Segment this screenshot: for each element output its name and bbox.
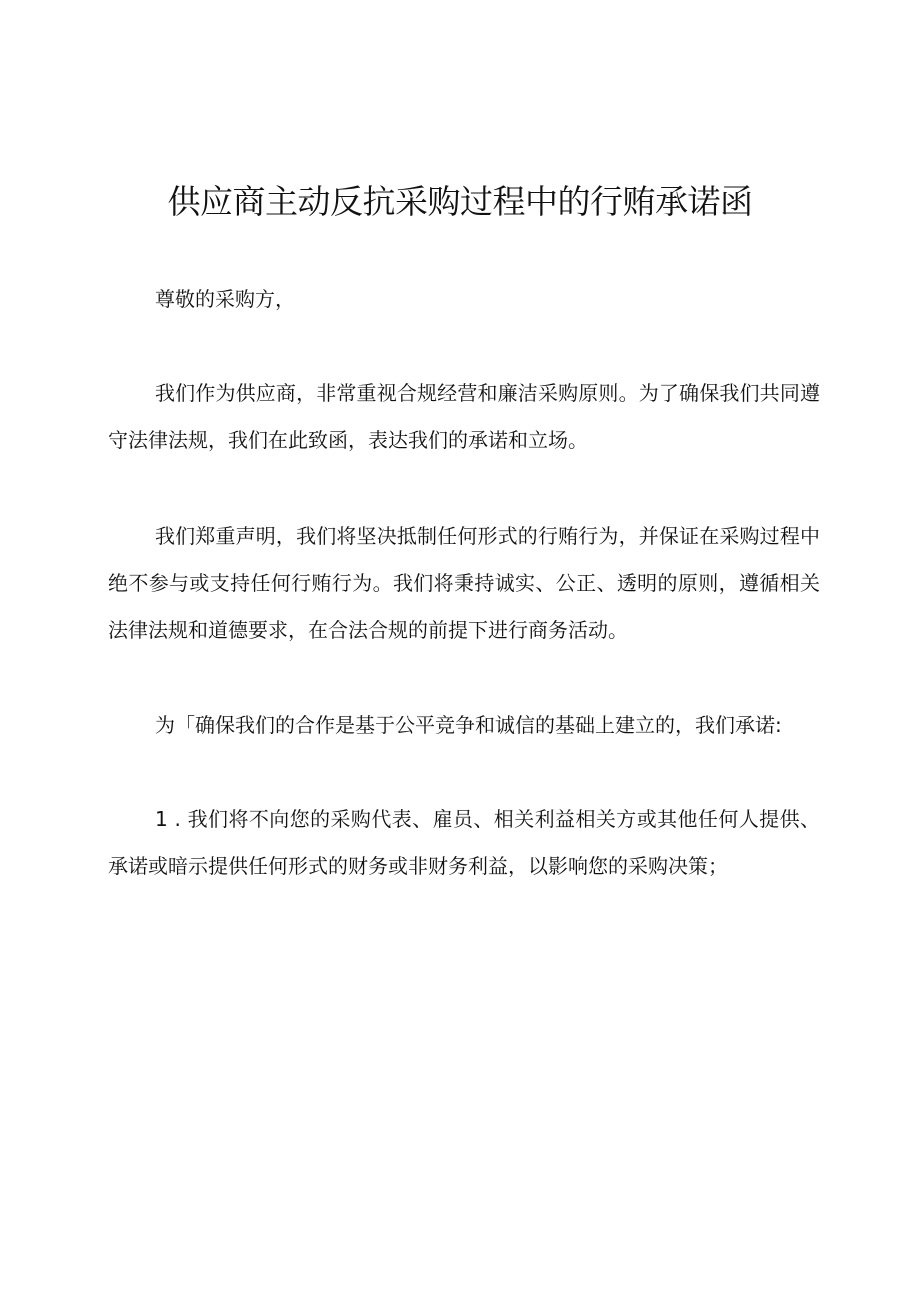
document-title: 供应商主动反抗采购过程中的行贿承诺函: [167, 182, 753, 221]
commitment-item-1: 1 . 我们将不向您的采购代表、雇员、相关利益相关方或其他任何人提供、承诺或暗示提供任何形式的财务或非财务利益，以影响您的采购决策；: [108, 807, 820, 878]
salutation: 尊敬的采购方，: [155, 287, 295, 311]
paragraph-intro: 我们作为供应商，非常重视合规经营和廉洁采购原则。为了确保我们共同遵守法律法规，我们在此致函，表达我们的承诺和立场。: [108, 381, 820, 452]
paragraph-commitment-lead: 为「确保我们的合作是基于公平竞争和诚信的基础上建立的，我们承诺:: [155, 713, 782, 737]
paragraph-declaration: 我们郑重声明，我们将坚决抵制任何形式的行贿行为，并保证在采购过程中绝不参与或支持任何行贿行为。我们将秉持诚实、公正、透明的原则，遵循相关法律法规和道德要求，在合法合规的前提下进行商务活动。: [108, 524, 820, 642]
